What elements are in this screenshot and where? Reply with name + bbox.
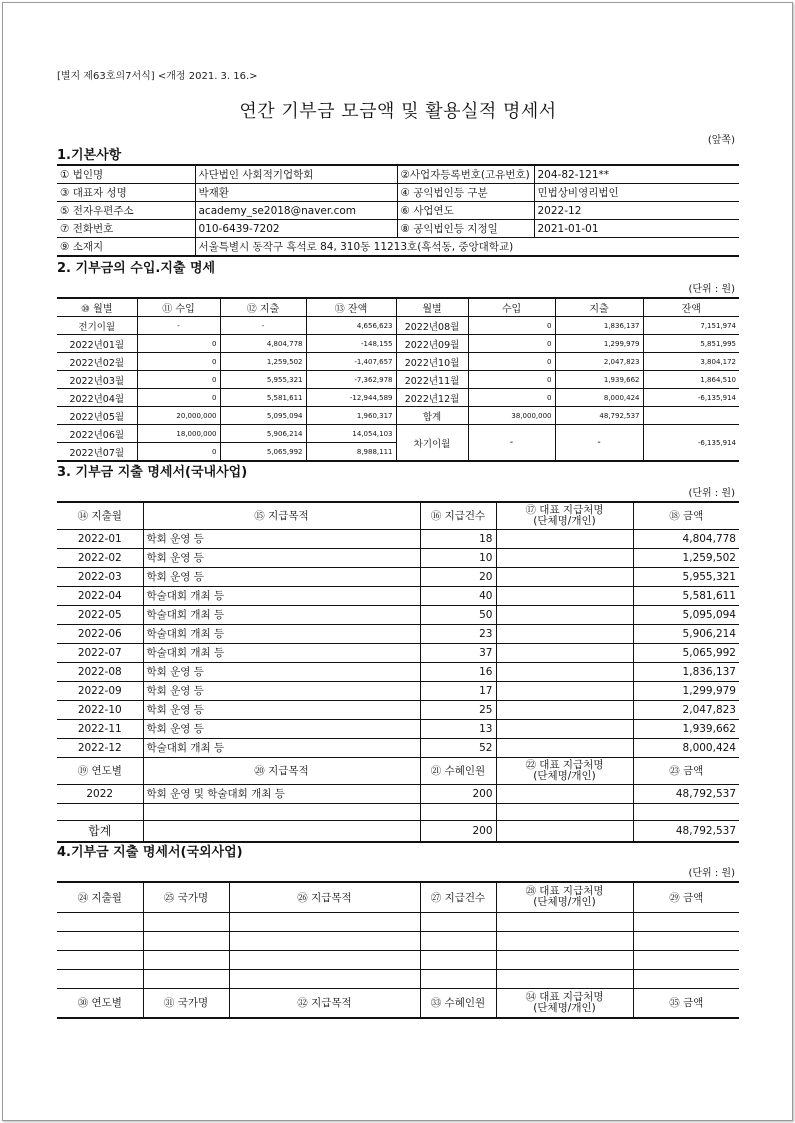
basic-info-table	[57, 164, 739, 257]
column-header: ㉕ 국가명	[143, 882, 229, 912]
section3-unit: (단위 : 원)	[688, 488, 735, 499]
amount-cell: -6,135,914	[643, 425, 739, 462]
amount-cell: 1,259,502	[633, 548, 739, 567]
month-cell: 2022-02	[57, 548, 143, 567]
empty-cell	[420, 912, 496, 931]
month-cell: 2022-01	[57, 529, 143, 548]
amount-cell: 5,095,094	[633, 605, 739, 624]
amount-cell: 8,000,424	[555, 389, 643, 407]
count-cell: 200	[420, 784, 496, 803]
amount-cell: 0	[468, 389, 555, 407]
column-header: 잔액	[643, 298, 739, 317]
empty-cell	[57, 931, 143, 950]
empty-cell	[633, 803, 739, 820]
column-header	[496, 882, 633, 912]
purpose-cell: 학회 운영 등	[143, 567, 420, 586]
amount-cell: 1,864,510	[643, 371, 739, 389]
count-cell: 10	[420, 548, 496, 567]
section1-title: 1.기본사항	[57, 148, 122, 163]
month-cell: 2022-11	[57, 719, 143, 738]
month-cell: 2022-06	[57, 624, 143, 643]
recipient-cell	[496, 681, 633, 700]
front-page-label: (앞쪽)	[707, 135, 735, 146]
column-header: ㉙ 금액	[633, 882, 739, 912]
amount-cell: 1,939,662	[633, 719, 739, 738]
amount-cell: 48,792,537	[633, 820, 739, 842]
table-row	[57, 238, 739, 257]
month-cell: 2022년08월	[396, 317, 468, 335]
section4-unit: (단위 : 원)	[688, 868, 735, 879]
table-row	[57, 950, 739, 969]
recipient-cell	[496, 567, 633, 586]
amount-cell: 1,939,662	[555, 371, 643, 389]
table-row	[57, 681, 739, 700]
amount-cell: 0	[137, 443, 220, 462]
month-cell: 2022년11월	[396, 371, 468, 389]
empty-cell	[229, 950, 420, 969]
empty-cell	[496, 803, 633, 820]
recipient-cell	[496, 738, 633, 757]
table-row	[57, 335, 739, 353]
document-page	[57, 70, 739, 1019]
income-expense-table	[57, 297, 739, 462]
table-row	[57, 719, 739, 738]
field-label: ④ 공익법인등 구분	[397, 184, 534, 202]
column-header: ㉔ 지출월	[57, 882, 143, 912]
field-value: 204-82-121**	[534, 165, 739, 184]
count-cell: 37	[420, 643, 496, 662]
purpose-cell: 학회 운영 등	[143, 548, 420, 567]
amount-cell: 0	[468, 353, 555, 371]
column-header: ㉗ 지급건수	[420, 882, 496, 912]
table-row	[57, 407, 739, 425]
table-row	[57, 988, 739, 1018]
recipient-cell	[496, 662, 633, 681]
count-cell: 25	[420, 700, 496, 719]
month-cell: 2022년07월	[57, 443, 137, 462]
amount-cell: 5,581,611	[633, 586, 739, 605]
month-cell: 2022-08	[57, 662, 143, 681]
address-value: 서울특별시 동작구 흑석로 84, 310동 11213호(흑석동, 중앙대학교)	[195, 238, 739, 257]
amount-cell: 18,000,000	[137, 425, 220, 443]
amount-cell: 4,804,778	[633, 529, 739, 548]
recipient-cell	[496, 548, 633, 567]
column-header: ⑮ 지급목적	[143, 502, 420, 529]
header-line: (단체명/개인)	[533, 896, 596, 909]
column-header: ㉑ 수혜인원	[420, 757, 496, 784]
address-label: ⑨ 소재지	[57, 238, 195, 257]
month-cell: 2022년05월	[57, 407, 137, 425]
amount-cell: 5,095,094	[220, 407, 306, 425]
amount-cell: -	[137, 317, 220, 335]
purpose-cell	[143, 820, 420, 842]
amount-cell: 0	[137, 335, 220, 353]
document-title: 연간 기부금 모금액 및 활용실적 명세서	[239, 101, 557, 122]
year-cell: 2022	[57, 784, 143, 803]
header-line: ㉒ 대표 지급처명	[525, 758, 604, 771]
amount-cell: 5,065,992	[220, 443, 306, 462]
header-line: ⑰ 대표 지급처명	[525, 503, 604, 516]
count-cell: 52	[420, 738, 496, 757]
amount-cell: 4,656,623	[306, 317, 396, 335]
table-row	[57, 738, 739, 757]
table-row	[57, 202, 739, 220]
header-line: ㉞ 대표 지급처명	[525, 990, 604, 1003]
month-cell: 2022년01월	[57, 335, 137, 353]
field-value: 010-6439-7202	[195, 220, 397, 238]
purpose-cell: 학술대회 개최 등	[143, 738, 420, 757]
table-row	[57, 220, 739, 238]
month-cell: 2022-10	[57, 700, 143, 719]
overseas-expense-table	[57, 881, 739, 1019]
amount-cell: -	[555, 425, 643, 462]
table-row	[57, 371, 739, 389]
empty-cell	[496, 969, 633, 988]
column-header: ⑩ 월별	[57, 298, 137, 317]
column-header: ⑪ 수입	[137, 298, 220, 317]
column-header: ⑫ 지출	[220, 298, 306, 317]
header-line: (단체명/개인)	[533, 1001, 596, 1014]
domestic-expense-table	[57, 501, 739, 843]
header-line: (단체명/개인)	[533, 514, 596, 527]
section4-title: 4.기부금 지출 명세서(국외사업)	[57, 845, 243, 860]
recipient-cell	[496, 820, 633, 842]
amount-cell: -	[220, 317, 306, 335]
column-header: ㉚ 연도별	[57, 988, 143, 1018]
purpose-cell: 학회 운영 등	[143, 700, 420, 719]
empty-cell	[229, 969, 420, 988]
count-cell: 20	[420, 567, 496, 586]
table-row	[57, 643, 739, 662]
recipient-cell	[496, 605, 633, 624]
recipient-cell	[496, 624, 633, 643]
month-cell: 전기이월	[57, 317, 137, 335]
field-label: ⑦ 전화번호	[57, 220, 195, 238]
empty-cell	[229, 931, 420, 950]
table-row	[57, 882, 739, 912]
recipient-cell	[496, 784, 633, 803]
table-row	[57, 567, 739, 586]
amount-cell: -	[468, 425, 555, 462]
month-cell: 2022년04월	[57, 389, 137, 407]
amount-cell: 0	[468, 335, 555, 353]
table-row	[57, 529, 739, 548]
count-cell: 23	[420, 624, 496, 643]
section3-title: 3. 기부금 지출 명세서(국내사업)	[57, 465, 248, 480]
amount-cell: -6,135,914	[643, 389, 739, 407]
field-value: 2022-12	[534, 202, 739, 220]
table-row	[57, 184, 739, 202]
purpose-cell: 학회 운영 및 학술대회 개최 등	[143, 784, 420, 803]
table-row	[57, 784, 739, 803]
empty-cell	[420, 969, 496, 988]
table-row	[57, 820, 739, 842]
amount-cell: 1,259,502	[220, 353, 306, 371]
empty-cell	[57, 912, 143, 931]
empty-cell	[143, 950, 229, 969]
header-line: (단체명/개인)	[533, 769, 596, 782]
empty-cell	[633, 969, 739, 988]
empty-cell	[420, 950, 496, 969]
column-header: ⑱ 금액	[633, 502, 739, 529]
amount-cell: -148,155	[306, 335, 396, 353]
purpose-cell: 학회 운영 등	[143, 719, 420, 738]
month-cell: 2022년03월	[57, 371, 137, 389]
empty-cell	[57, 803, 143, 820]
table-row	[57, 425, 739, 443]
table-row	[57, 969, 739, 988]
column-header: 지출	[555, 298, 643, 317]
amount-cell: -1,407,657	[306, 353, 396, 371]
column-header: ⑬ 잔액	[306, 298, 396, 317]
count-cell: 17	[420, 681, 496, 700]
month-cell: 2022년10월	[396, 353, 468, 371]
section2-unit: (단위 : 원)	[688, 284, 735, 295]
table-row	[57, 586, 739, 605]
table-row	[57, 548, 739, 567]
empty-cell	[143, 931, 229, 950]
month-cell: 2022년12월	[396, 389, 468, 407]
table-row	[57, 298, 739, 317]
column-header	[496, 988, 633, 1018]
purpose-cell: 학회 운영 등	[143, 662, 420, 681]
column-header: ⑭ 지출월	[57, 502, 143, 529]
month-cell: 2022-05	[57, 605, 143, 624]
table-row	[57, 700, 739, 719]
month-cell: 합계	[396, 407, 468, 425]
purpose-cell: 학술대회 개최 등	[143, 643, 420, 662]
amount-cell: 5,065,992	[633, 643, 739, 662]
table-row	[57, 912, 739, 931]
amount-cell: 38,000,000	[468, 407, 555, 425]
field-value: 2021-01-01	[534, 220, 739, 238]
count-cell: 200	[420, 820, 496, 842]
count-cell: 40	[420, 586, 496, 605]
column-header: ㉓ 금액	[633, 757, 739, 784]
field-label: ① 법인명	[57, 165, 195, 184]
empty-cell	[633, 931, 739, 950]
table-row	[57, 605, 739, 624]
field-label: ⑧ 공익법인등 지정일	[397, 220, 534, 238]
amount-cell: 0	[137, 353, 220, 371]
total-label: 합계	[57, 820, 143, 842]
month-cell: 2022년06월	[57, 425, 137, 443]
amount-cell: 0	[137, 389, 220, 407]
amount-cell: 3,804,172	[643, 353, 739, 371]
amount-cell: 0	[137, 371, 220, 389]
column-header: ⑳ 지급목적	[143, 757, 420, 784]
amount-cell: 1,299,979	[555, 335, 643, 353]
table-row	[57, 803, 739, 820]
column-header: 수입	[468, 298, 555, 317]
amount-cell: 1,960,317	[306, 407, 396, 425]
column-header: ㉝ 수혜인원	[420, 988, 496, 1018]
table-row	[57, 389, 739, 407]
amount-cell: 5,906,214	[633, 624, 739, 643]
column-header: ㉜ 지급목적	[229, 988, 420, 1018]
count-cell: 50	[420, 605, 496, 624]
amount-cell: 8,988,111	[306, 443, 396, 462]
amount-cell: 0	[468, 317, 555, 335]
amount-cell: 5,906,214	[220, 425, 306, 443]
amount-cell: 1,299,979	[633, 681, 739, 700]
count-cell: 18	[420, 529, 496, 548]
empty-cell	[420, 803, 496, 820]
month-cell: 2022년02월	[57, 353, 137, 371]
amount-cell: 1,836,137	[633, 662, 739, 681]
amount-cell: 4,804,778	[220, 335, 306, 353]
amount-cell: 14,054,103	[306, 425, 396, 443]
field-value: 사단법인 사회적기업학회	[195, 165, 397, 184]
form-number: [별지 제63호의7서식] <개정 2021. 3. 16.>	[57, 71, 258, 82]
count-cell: 16	[420, 662, 496, 681]
amount-cell: 48,792,537	[555, 407, 643, 425]
carry-label: 차기이월	[396, 425, 468, 462]
column-header	[496, 502, 633, 529]
table-row	[57, 662, 739, 681]
field-value: 민법상비영리법인	[534, 184, 739, 202]
column-header: ⑲ 연도별	[57, 757, 143, 784]
month-cell: 2022-07	[57, 643, 143, 662]
column-header	[496, 757, 633, 784]
empty-cell	[229, 912, 420, 931]
recipient-cell	[496, 643, 633, 662]
table-row	[57, 165, 739, 184]
field-label: ⑤ 전자우편주소	[57, 202, 195, 220]
month-cell: 2022-09	[57, 681, 143, 700]
purpose-cell: 학회 운영 등	[143, 529, 420, 548]
recipient-cell	[496, 719, 633, 738]
month-cell: 2022-03	[57, 567, 143, 586]
amount-cell: -12,944,589	[306, 389, 396, 407]
field-value: 박재환	[195, 184, 397, 202]
empty-cell	[143, 912, 229, 931]
empty-cell	[496, 912, 633, 931]
purpose-cell: 학회 운영 등	[143, 681, 420, 700]
table-row	[57, 317, 739, 335]
purpose-cell: 학술대회 개최 등	[143, 586, 420, 605]
month-cell: 2022-12	[57, 738, 143, 757]
empty-cell	[496, 931, 633, 950]
purpose-cell: 학술대회 개최 등	[143, 605, 420, 624]
column-header: ㉛ 국가명	[143, 988, 229, 1018]
table-row	[57, 353, 739, 371]
recipient-cell	[496, 700, 633, 719]
amount-cell: 5,851,995	[643, 335, 739, 353]
column-header: ⑯ 지급건수	[420, 502, 496, 529]
count-cell: 13	[420, 719, 496, 738]
amount-cell: 20,000,000	[137, 407, 220, 425]
recipient-cell	[496, 529, 633, 548]
field-value: academy_se2018@naver.com	[195, 202, 397, 220]
table-row	[57, 931, 739, 950]
table-row	[57, 502, 739, 529]
purpose-cell: 학술대회 개최 등	[143, 624, 420, 643]
amount-cell: 7,151,974	[643, 317, 739, 335]
month-cell: 2022년09월	[396, 335, 468, 353]
empty-cell	[143, 969, 229, 988]
column-header: ㉖ 지급목적	[229, 882, 420, 912]
table-row	[57, 624, 739, 643]
amount-cell: 5,581,611	[220, 389, 306, 407]
amount-cell: 0	[468, 371, 555, 389]
amount-cell: 48,792,537	[633, 784, 739, 803]
empty-cell	[57, 950, 143, 969]
month-cell: 2022-04	[57, 586, 143, 605]
empty-cell	[57, 969, 143, 988]
header-line: ㉘ 대표 지급처명	[525, 885, 604, 898]
amount-cell: 2,047,823	[555, 353, 643, 371]
amount-cell: 5,955,321	[633, 567, 739, 586]
column-header: ㉟ 금액	[633, 988, 739, 1018]
amount-cell: 8,000,424	[633, 738, 739, 757]
field-label: ②사업자등록번호(고유번호)	[397, 165, 534, 184]
field-label: ⑥ 사업연도	[397, 202, 534, 220]
empty-cell	[143, 803, 420, 820]
column-header: 월별	[396, 298, 468, 317]
recipient-cell	[496, 586, 633, 605]
amount-cell: 5,955,321	[220, 371, 306, 389]
amount-cell: -7,362,978	[306, 371, 396, 389]
empty-cell	[420, 931, 496, 950]
empty-cell	[633, 950, 739, 969]
field-label: ③ 대표자 성명	[57, 184, 195, 202]
amount-cell: 2,047,823	[633, 700, 739, 719]
empty-cell	[496, 950, 633, 969]
section2-title: 2. 기부금의 수입.지출 명세	[57, 261, 216, 276]
amount-cell	[643, 407, 739, 425]
amount-cell: 1,836,137	[555, 317, 643, 335]
empty-cell	[633, 912, 739, 931]
table-row	[57, 757, 739, 784]
